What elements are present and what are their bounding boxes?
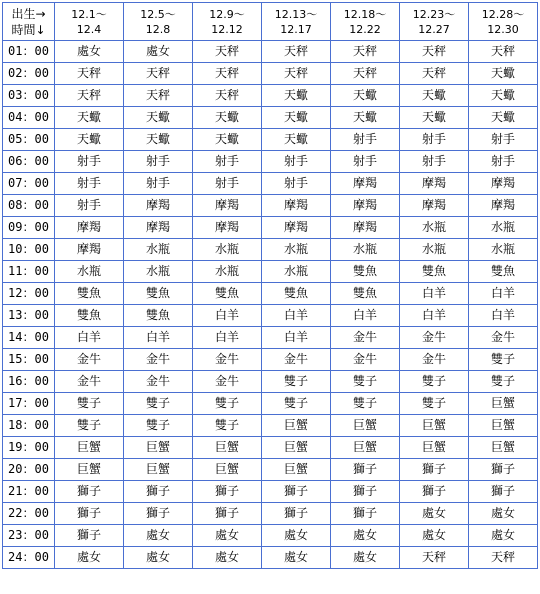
birth-time-cell: 12：00 [3,283,55,305]
date-range-header [331,3,400,41]
zodiac-sign-cell: 金牛 [124,371,193,393]
zodiac-sign-cell: 天秤 [331,63,400,85]
zodiac-sign-cell: 處女 [193,525,262,547]
zodiac-sign-cell: 白羊 [469,305,538,327]
zodiac-sign-cell: 水瓶 [124,261,193,283]
table-row [3,63,538,85]
zodiac-sign-cell: 射手 [124,151,193,173]
table-row [3,151,538,173]
header-row [3,3,538,41]
zodiac-sign-cell: 天秤 [124,63,193,85]
zodiac-sign-cell: 摩羯 [55,217,124,239]
zodiac-sign-cell: 天蠍 [262,85,331,107]
zodiac-sign-cell: 射手 [262,173,331,195]
table-row [3,371,538,393]
zodiac-sign-cell: 金牛 [193,349,262,371]
zodiac-sign-cell: 雙子 [55,415,124,437]
zodiac-sign-cell: 天蠍 [262,107,331,129]
zodiac-sign-cell: 射手 [193,151,262,173]
zodiac-sign-cell: 雙魚 [331,261,400,283]
zodiac-sign-cell: 巨蟹 [124,437,193,459]
zodiac-sign-cell: 摩羯 [124,217,193,239]
birth-time-cell: 23：00 [3,525,55,547]
zodiac-sign-cell: 獅子 [331,459,400,481]
zodiac-sign-cell: 金牛 [331,327,400,349]
zodiac-sign-cell: 天蠍 [193,129,262,151]
date-range-header [124,3,193,41]
zodiac-sign-cell: 天秤 [469,41,538,63]
zodiac-sign-cell: 白羊 [124,327,193,349]
zodiac-sign-cell: 處女 [55,547,124,569]
corner-birth-label: 出生→ [11,6,46,21]
zodiac-sign-cell: 金牛 [469,327,538,349]
zodiac-sign-cell: 天蠍 [124,129,193,151]
zodiac-sign-cell: 水瓶 [469,239,538,261]
zodiac-sign-cell: 獅子 [400,481,469,503]
zodiac-sign-cell: 巨蟹 [262,415,331,437]
zodiac-sign-cell: 天蠍 [400,85,469,107]
zodiac-sign-cell: 白羊 [262,305,331,327]
zodiac-sign-cell: 天秤 [124,85,193,107]
zodiac-sign-cell: 射手 [469,129,538,151]
zodiac-sign-cell: 金牛 [193,371,262,393]
zodiac-sign-cell: 雙子 [400,371,469,393]
zodiac-sign-cell: 巨蟹 [55,459,124,481]
zodiac-sign-cell: 巨蟹 [331,415,400,437]
zodiac-sign-cell: 雙子 [193,415,262,437]
birth-time-cell: 10：00 [3,239,55,261]
zodiac-sign-cell: 雙魚 [55,305,124,327]
zodiac-birth-time-table [2,2,538,569]
zodiac-sign-cell: 巨蟹 [331,437,400,459]
zodiac-sign-cell: 巨蟹 [262,437,331,459]
zodiac-sign-cell: 金牛 [55,349,124,371]
zodiac-sign-cell: 處女 [193,547,262,569]
zodiac-sign-cell: 摩羯 [193,195,262,217]
zodiac-sign-cell: 射手 [331,151,400,173]
zodiac-sign-cell: 射手 [400,151,469,173]
zodiac-sign-cell: 獅子 [262,503,331,525]
birth-time-cell: 21：00 [3,481,55,503]
birth-time-cell: 06：00 [3,151,55,173]
zodiac-sign-cell: 巨蟹 [262,459,331,481]
zodiac-sign-cell: 白羊 [55,327,124,349]
zodiac-sign-cell: 雙子 [193,393,262,415]
date-range-start: 12.18～ [343,7,387,21]
zodiac-sign-cell: 水瓶 [400,217,469,239]
zodiac-sign-cell: 射手 [469,151,538,173]
zodiac-sign-cell: 金牛 [55,371,124,393]
zodiac-sign-cell: 處女 [262,547,331,569]
date-range-header [262,3,331,41]
date-range-header [193,3,262,41]
zodiac-sign-cell: 射手 [331,129,400,151]
birth-time-cell: 05：00 [3,129,55,151]
zodiac-sign-cell: 摩羯 [331,173,400,195]
zodiac-sign-cell: 處女 [262,525,331,547]
table-row [3,305,538,327]
zodiac-sign-cell: 射手 [55,173,124,195]
table-row [3,415,538,437]
zodiac-sign-cell: 天蠍 [124,107,193,129]
table-row [3,217,538,239]
zodiac-sign-cell: 摩羯 [331,195,400,217]
table-row [3,41,538,63]
zodiac-sign-cell: 獅子 [331,481,400,503]
zodiac-sign-cell: 獅子 [124,481,193,503]
date-range-header [55,3,124,41]
zodiac-sign-cell: 雙子 [262,393,331,415]
zodiac-sign-cell: 天秤 [193,85,262,107]
zodiac-sign-cell: 雙子 [124,415,193,437]
zodiac-sign-cell: 天秤 [55,85,124,107]
zodiac-sign-cell: 天蠍 [193,107,262,129]
date-range-start: 12.9～ [209,7,245,21]
table-row [3,173,538,195]
table-row [3,107,538,129]
zodiac-sign-cell: 天蠍 [262,129,331,151]
table-row [3,459,538,481]
table-row [3,547,538,569]
table-row [3,525,538,547]
birth-time-cell: 14：00 [3,327,55,349]
birth-time-cell: 09：00 [3,217,55,239]
birth-time-cell: 18：00 [3,415,55,437]
date-range-end: 12.12 [211,22,243,36]
zodiac-sign-cell: 巨蟹 [124,459,193,481]
zodiac-sign-cell: 獅子 [469,459,538,481]
corner-header [3,3,55,41]
zodiac-sign-cell: 處女 [400,525,469,547]
zodiac-sign-cell: 處女 [124,525,193,547]
zodiac-sign-cell: 雙魚 [331,283,400,305]
zodiac-sign-cell: 射手 [55,195,124,217]
zodiac-sign-cell: 巨蟹 [55,437,124,459]
zodiac-sign-cell: 雙魚 [262,283,331,305]
zodiac-sign-cell: 處女 [331,525,400,547]
zodiac-sign-cell: 白羊 [400,283,469,305]
zodiac-sign-cell: 天秤 [469,547,538,569]
zodiac-sign-cell: 巨蟹 [400,437,469,459]
zodiac-sign-cell: 雙魚 [469,261,538,283]
zodiac-sign-cell: 天秤 [400,63,469,85]
table-body [3,41,538,569]
zodiac-sign-cell: 白羊 [331,305,400,327]
zodiac-sign-cell: 雙子 [262,371,331,393]
table-row [3,85,538,107]
birth-time-cell: 17：00 [3,393,55,415]
zodiac-sign-cell: 雙子 [469,371,538,393]
date-range-header [469,3,538,41]
corner-time-label: 時間↓ [11,22,46,37]
zodiac-sign-cell: 水瓶 [55,261,124,283]
date-range-start: 12.28～ [481,7,525,21]
zodiac-sign-cell: 雙魚 [400,261,469,283]
date-range-start: 12.5～ [140,7,176,21]
zodiac-sign-cell: 摩羯 [469,173,538,195]
zodiac-sign-cell: 白羊 [262,327,331,349]
zodiac-sign-cell: 摩羯 [400,173,469,195]
birth-time-cell: 03：00 [3,85,55,107]
birth-time-cell: 08：00 [3,195,55,217]
table-row [3,327,538,349]
zodiac-sign-cell: 巨蟹 [469,393,538,415]
zodiac-sign-cell: 水瓶 [469,217,538,239]
zodiac-sign-cell: 摩羯 [124,195,193,217]
zodiac-sign-cell: 雙子 [55,393,124,415]
table-row [3,437,538,459]
table-row [3,283,538,305]
date-range-end: 12.8 [145,22,171,36]
zodiac-sign-cell: 天蠍 [55,129,124,151]
zodiac-sign-cell: 白羊 [469,283,538,305]
date-range-header [400,3,469,41]
zodiac-sign-cell: 水瓶 [124,239,193,261]
zodiac-sign-cell: 天蠍 [55,107,124,129]
date-range-end: 12.27 [418,22,450,36]
zodiac-sign-cell: 摩羯 [262,217,331,239]
zodiac-sign-cell: 射手 [400,129,469,151]
zodiac-sign-cell: 天蠍 [469,107,538,129]
zodiac-sign-cell: 獅子 [400,459,469,481]
zodiac-sign-cell: 處女 [400,503,469,525]
zodiac-sign-cell: 雙魚 [124,305,193,327]
birth-time-cell: 04：00 [3,107,55,129]
zodiac-sign-cell: 獅子 [55,481,124,503]
zodiac-sign-cell: 水瓶 [193,261,262,283]
table-row [3,481,538,503]
zodiac-sign-cell: 獅子 [193,481,262,503]
zodiac-sign-cell: 處女 [331,547,400,569]
zodiac-sign-cell: 獅子 [55,525,124,547]
table-row [3,349,538,371]
zodiac-sign-cell: 天秤 [262,63,331,85]
zodiac-sign-cell: 雙魚 [124,283,193,305]
date-range-start: 12.23～ [412,7,456,21]
zodiac-sign-cell: 摩羯 [262,195,331,217]
birth-time-cell: 13：00 [3,305,55,327]
table-row [3,393,538,415]
birth-time-cell: 07：00 [3,173,55,195]
date-range-end: 12.30 [487,22,519,36]
zodiac-sign-cell: 巨蟹 [400,415,469,437]
birth-time-cell: 16：00 [3,371,55,393]
zodiac-sign-cell: 摩羯 [55,239,124,261]
zodiac-sign-cell: 巨蟹 [193,437,262,459]
zodiac-sign-cell: 金牛 [124,349,193,371]
zodiac-sign-cell: 天蠍 [469,85,538,107]
zodiac-sign-cell: 水瓶 [400,239,469,261]
table-row [3,129,538,151]
zodiac-sign-cell: 摩羯 [469,195,538,217]
zodiac-sign-cell: 處女 [55,41,124,63]
zodiac-sign-cell: 天秤 [400,547,469,569]
zodiac-sign-cell: 雙子 [400,393,469,415]
zodiac-sign-cell: 天秤 [55,63,124,85]
zodiac-sign-cell: 白羊 [193,305,262,327]
zodiac-sign-cell: 天秤 [400,41,469,63]
table-row [3,195,538,217]
zodiac-sign-cell: 水瓶 [262,239,331,261]
zodiac-sign-cell: 天秤 [193,63,262,85]
zodiac-sign-cell: 巨蟹 [469,437,538,459]
zodiac-sign-cell: 水瓶 [262,261,331,283]
zodiac-sign-cell: 天秤 [262,41,331,63]
table-row [3,261,538,283]
zodiac-sign-cell: 金牛 [400,327,469,349]
birth-time-cell: 22：00 [3,503,55,525]
birth-time-cell: 20：00 [3,459,55,481]
zodiac-sign-cell: 摩羯 [193,217,262,239]
zodiac-sign-cell: 雙子 [124,393,193,415]
zodiac-sign-cell: 獅子 [262,481,331,503]
birth-time-cell: 02：00 [3,63,55,85]
zodiac-sign-cell: 處女 [124,41,193,63]
zodiac-sign-cell: 雙子 [331,393,400,415]
zodiac-sign-cell: 處女 [469,503,538,525]
zodiac-sign-cell: 獅子 [331,503,400,525]
zodiac-sign-cell: 雙子 [331,371,400,393]
zodiac-sign-cell: 天蠍 [400,107,469,129]
zodiac-sign-cell: 天蠍 [331,107,400,129]
birth-time-cell: 01：00 [3,41,55,63]
table-row [3,503,538,525]
zodiac-sign-cell: 摩羯 [400,195,469,217]
zodiac-sign-cell: 摩羯 [331,217,400,239]
zodiac-sign-cell: 天秤 [331,41,400,63]
birth-time-cell: 15：00 [3,349,55,371]
zodiac-sign-cell: 金牛 [262,349,331,371]
zodiac-sign-cell: 雙魚 [193,283,262,305]
zodiac-sign-cell: 水瓶 [331,239,400,261]
zodiac-sign-cell: 天秤 [193,41,262,63]
table-row [3,239,538,261]
zodiac-sign-cell: 白羊 [400,305,469,327]
zodiac-sign-cell: 獅子 [124,503,193,525]
zodiac-sign-cell: 射手 [193,173,262,195]
zodiac-sign-cell: 天蠍 [469,63,538,85]
date-range-start: 12.13～ [274,7,318,21]
zodiac-sign-cell: 獅子 [55,503,124,525]
zodiac-sign-cell: 金牛 [331,349,400,371]
zodiac-sign-cell: 射手 [55,151,124,173]
zodiac-sign-cell: 處女 [124,547,193,569]
zodiac-sign-cell: 射手 [124,173,193,195]
zodiac-sign-cell: 天蠍 [331,85,400,107]
date-range-start: 12.1～ [71,7,107,21]
zodiac-sign-cell: 射手 [262,151,331,173]
zodiac-sign-cell: 巨蟹 [193,459,262,481]
zodiac-sign-cell: 雙子 [469,349,538,371]
zodiac-sign-cell: 白羊 [193,327,262,349]
zodiac-sign-cell: 處女 [469,525,538,547]
zodiac-sign-cell: 雙魚 [55,283,124,305]
zodiac-sign-cell: 金牛 [400,349,469,371]
zodiac-sign-cell: 獅子 [193,503,262,525]
birth-time-cell: 11：00 [3,261,55,283]
date-range-end: 12.22 [349,22,381,36]
zodiac-sign-cell: 水瓶 [193,239,262,261]
date-range-end: 12.4 [76,22,102,36]
zodiac-sign-cell: 獅子 [469,481,538,503]
birth-time-cell: 19：00 [3,437,55,459]
zodiac-sign-cell: 巨蟹 [469,415,538,437]
date-range-end: 12.17 [280,22,312,36]
birth-time-cell: 24：00 [3,547,55,569]
